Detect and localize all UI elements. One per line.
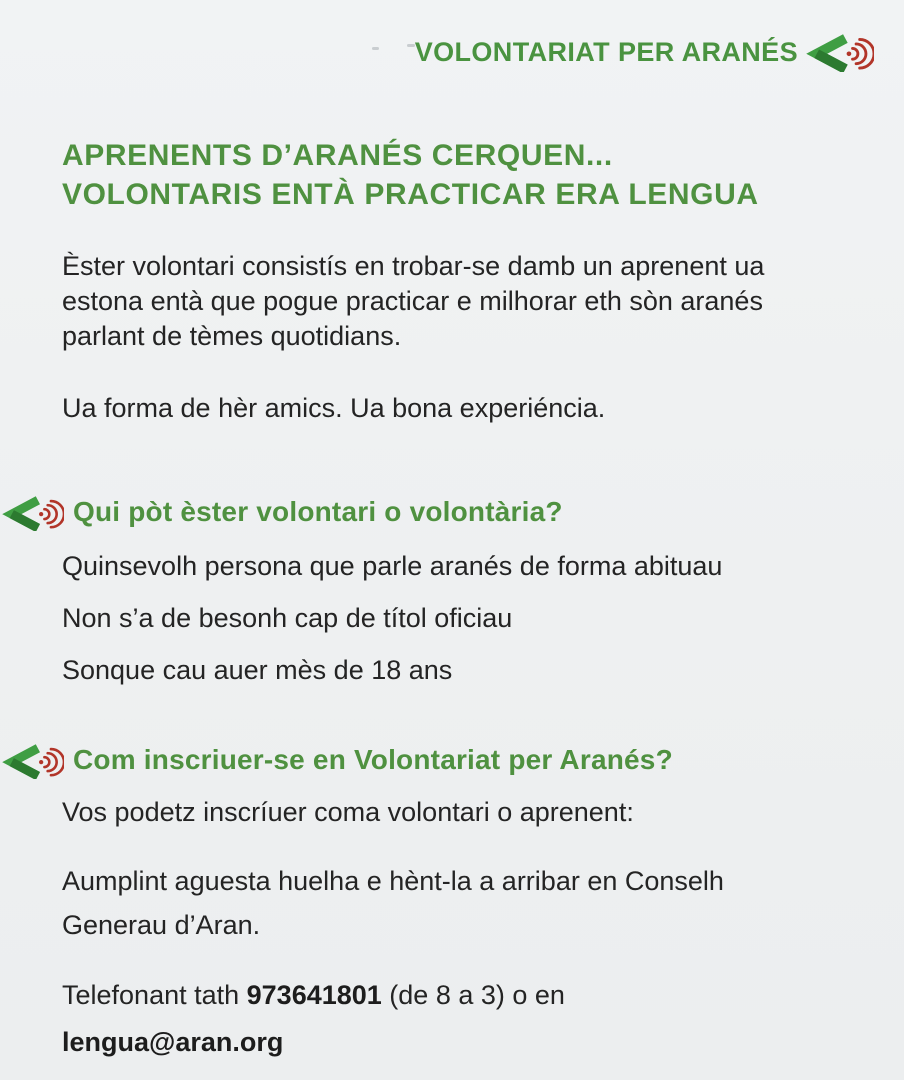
paragraph-line: Quinsevolh persona que parle aranés de forma abituau — [62, 551, 723, 581]
speaker-waves-icon — [2, 742, 64, 779]
banner — [415, 28, 874, 76]
contact-prefix: Telefonant tath — [62, 980, 247, 1010]
phone-number: 973641801 — [246, 980, 382, 1010]
page-title-line: APRENENTS D’ARANÉS CERQUEN... — [62, 139, 613, 172]
page-title — [62, 136, 759, 214]
intro-paragraph — [62, 391, 605, 426]
contact-email-line — [62, 1019, 565, 1066]
paragraph-line: parlant de tèmes quotidians. — [62, 321, 402, 351]
speaker-waves-icon — [806, 32, 874, 72]
paragraph-line: Non s’a de besonh cap de títol oficiau — [62, 603, 513, 633]
banner-title: VOLONTARIAT PER ARANÉS — [414, 36, 798, 67]
signup-intro — [62, 795, 634, 830]
paragraph-line: Aumplint aguesta huelha e hènt-la a arribar en Conselh — [62, 866, 724, 896]
section-heading-who — [2, 490, 563, 534]
contact-phone-line — [62, 972, 565, 1019]
paragraph-line: Generau d’Aran. — [62, 910, 261, 940]
email-address: lengua@aran.org — [62, 1027, 284, 1057]
contact-info — [62, 972, 565, 1066]
section-heading-text: Com inscriuer-se en Volontariat per Aranés? — [73, 744, 673, 775]
section-who-lines — [62, 540, 722, 696]
paragraph-line: Ua forma de hèr amics. Ua bona experiéncia. — [62, 393, 606, 423]
paragraph-line: Sonque cau auer mès de 18 ans — [62, 655, 453, 685]
speaker-waves-icon — [2, 494, 64, 531]
signup-paragraph — [62, 859, 724, 947]
contact-suffix: (de 8 a 3) o en — [381, 980, 565, 1010]
section-heading-signup — [2, 738, 673, 782]
paragraph-line: estona entà que pogue practicar e milhorar eth sòn aranés — [62, 286, 763, 316]
section-heading-text: Qui pòt èster volontari o volontària? — [73, 496, 563, 527]
paragraph-line: Èster volontari consistís en trobar-se damb un aprenent ua — [62, 251, 765, 281]
scan-artifact — [372, 47, 379, 50]
paragraph-line: Vos podetz inscríuer coma volontari o aprenent: — [62, 797, 634, 827]
intro-paragraph — [62, 249, 764, 354]
page-title-line: VOLONTARIS ENTÀ PRACTICAR ERA LENGUA — [62, 178, 759, 211]
